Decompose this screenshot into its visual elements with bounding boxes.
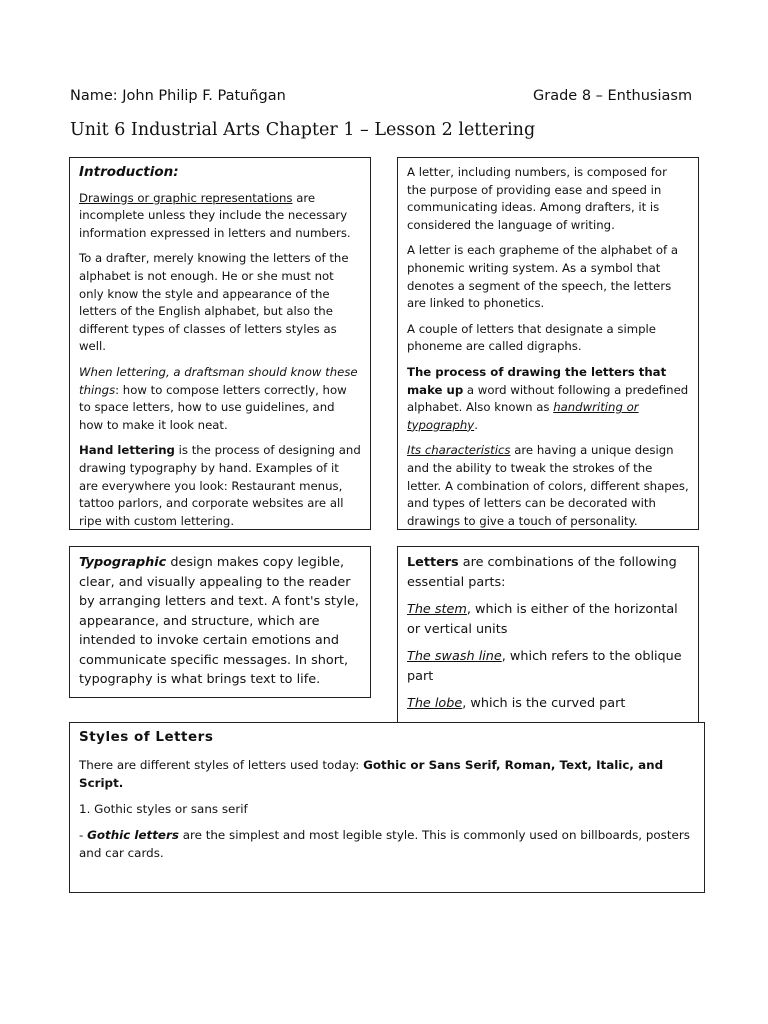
intro-p3-italic: When lettering, a draftsman should know these things <box>79 364 358 397</box>
intro-p1-underlined: Drawings or graphic representations <box>79 190 293 205</box>
letter-paragraph-3: A couple of letters that designate a simple phoneme are called digraphs. <box>407 321 656 354</box>
styles-heading: Styles of Letters <box>79 729 214 745</box>
styles-p3-dash: - <box>79 828 88 842</box>
intro-p3-text: : how to compose letters correctly, how to space letters, how to use guidelines, and how to make it look neat. <box>79 382 347 432</box>
intro-p4-text: is the process of designing and drawing typography by hand. Examples of it are everywhere you look: Restaurant menus, tattoo parlors, and corporate websites are all ripe with custom lettering. <box>79 443 361 528</box>
parts-swash-label: The swash line <box>407 649 502 664</box>
letter-p4-text: a word without following a predefined alphabet. Also known as <box>407 382 689 415</box>
introduction-heading: Introduction: <box>79 164 179 180</box>
letter-paragraph-5 <box>407 442 689 530</box>
intro-paragraph-3 <box>79 364 361 434</box>
parts-paragraph-2 <box>407 600 689 639</box>
styles-paragraph-2: 1. Gothic styles or sans serif <box>79 802 248 816</box>
typography-text: design makes copy legible, clear, and visually appealing to the reader by arranging letters and text. A font's style, appearance, and structure, which are intended to invoke certain emotions and communicate specific messages. In short, typography is what brings text to life. <box>79 555 359 687</box>
letter-p4-bold: The process of drawing the letters that make up <box>407 364 667 397</box>
intro-p1-text: are incomplete unless they include the necessary information expressed in letters and numbers. <box>79 190 351 240</box>
letter-p4-italic-underlined: handwriting or typography <box>407 400 639 432</box>
letter-p5-italic-underlined: Its characteristics <box>407 443 511 458</box>
parts-stem-label: The stem <box>407 602 467 617</box>
letter-parts-box <box>397 546 699 736</box>
styles-paragraph-3 <box>79 826 695 862</box>
parts-paragraph-1 <box>407 553 689 592</box>
typography-bold-italic: Typographic <box>79 555 167 570</box>
page-title: Unit 6 Industrial Arts Chapter 1 – Lesson 2 lettering <box>70 120 536 140</box>
letter-definition-box <box>397 157 699 530</box>
styles-p3-text: are the simplest and most legible style. This is commonly used on billboards, posters and car cards. <box>79 828 690 860</box>
intro-p4-bold: Hand lettering <box>79 443 175 458</box>
styles-p3-bold-italic: Gothic letters <box>87 828 179 842</box>
parts-paragraph-3 <box>407 647 689 686</box>
parts-lobe-text: , which is the curved part <box>462 696 626 711</box>
parts-lobe-label: The lobe <box>407 696 463 711</box>
parts-p1-text: are combinations of the following essential parts: <box>407 555 677 590</box>
typography-box <box>69 546 371 698</box>
parts-stem-text: , which is either of the horizontal or vertical units <box>407 602 678 637</box>
letter-p5-text: are having a unique design and the ability to tweak the strokes of the letter. A combination of colors, different shapes, and types of letters can be decorated with drawings to give a touch of personality. <box>407 443 689 528</box>
student-name: Name: John Philip F. Patuñgan <box>70 88 286 104</box>
letter-paragraph-1: A letter, including numbers, is composed for the purpose of providing ease and speed in communicating ideas. Among drafters, it is considered the language of writing. <box>407 165 667 232</box>
styles-of-letters-box <box>69 722 705 893</box>
styles-paragraph-1 <box>79 756 695 792</box>
parts-paragraph-4 <box>407 694 689 714</box>
grade-section: Grade 8 – Enthusiasm <box>533 88 693 104</box>
letter-paragraph-4 <box>407 364 689 434</box>
letter-p4-end: . <box>474 417 478 432</box>
intro-paragraph-4 <box>79 442 361 530</box>
intro-paragraph-1 <box>79 190 361 243</box>
parts-swash-text: , which refers to the oblique part <box>407 649 682 684</box>
typography-paragraph <box>79 553 361 690</box>
parts-p1-bold: Letters <box>407 555 459 570</box>
intro-paragraph-2: To a drafter, merely knowing the letters of the alphabet is not enough. He or she must not only know the style and appearance of the letters of the English alphabet, but also the different types of classes of letters styles as well. <box>79 251 349 354</box>
introduction-box <box>69 157 371 530</box>
letter-paragraph-2: A letter is each grapheme of the alphabet of a phonemic writing system. As a symbol that denotes a segment of the speech, the letters are linked to phonetics. <box>407 243 678 311</box>
styles-p1-bold: Gothic or Sans Serif, Roman, Text, Italic, and Script. <box>79 758 664 790</box>
styles-p1-text: There are different styles of letters used today: <box>79 758 364 772</box>
